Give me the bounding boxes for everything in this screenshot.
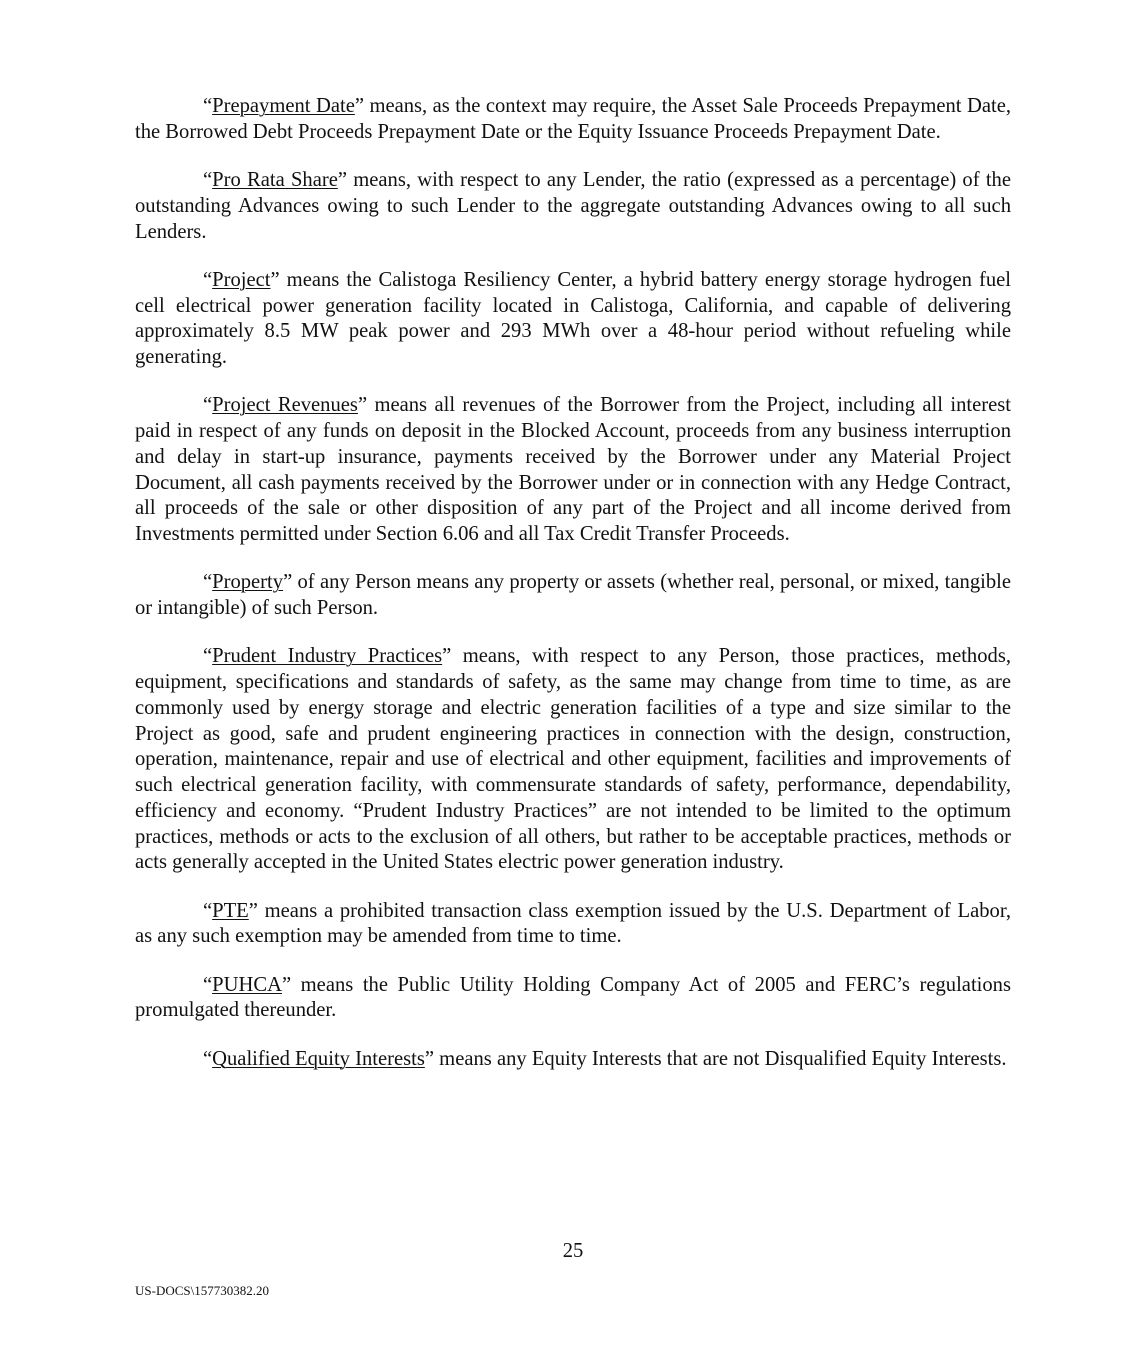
defined-term: PUHCA xyxy=(212,973,282,996)
definition-text: means any Equity Interests that are not Disqualified Equity Interests. xyxy=(434,1047,1007,1070)
definition-text: means, with respect to any Person, those practices, methods, equipment, specifications and standards of safety, as the same may change from time to time, as are commonly used by energy storage and electric generation facilities of a type and size similar to the Project as good, safe and prudent engineering practices in connection with the design, construction, operation, maintenance, repair and use of electrical and other equipment, facilities and improvements of such electrical generation facility, with commensurate standards of safety, performance, dependability, efficiency and economy. “Prudent Industry Practices” are not intended to be limited to the optimum practices, methods or acts to the exclusion of all others, but rather to be acceptable practices, methods or acts generally accepted in the United States electric power generation industry. xyxy=(135,645,1011,874)
definition-text: means, as the context may require, the Asset Sale Proceeds Prepayment Date, the Borrowed Debt Proceeds Prepayment Date or the Equity Issuance Proceeds Prepayment Date. xyxy=(135,95,1012,143)
definition-text: means a prohibited transaction class exemption issued by the U.S. Department of Labor, as any such exemption may be amended from time to time. xyxy=(135,899,1011,948)
definition-qualified-equity-interests: “Qualified Equity Interests” means any Equity Interests that are not Disqualified Equity Interests. xyxy=(203,1047,1007,1070)
definition-prepayment-date: “Prepayment Date” means, as the context may require, the Asset Sale Proceeds Prepayment Date, the Borrowed Debt Proceeds Prepayment Date or the Equity Issuance Proceeds Prepayment Date. xyxy=(135,95,1012,143)
definition-text: means the Public Utility Holding Company Act of 2005 and FERC’s regulations promulgated thereunder. xyxy=(135,973,1011,1022)
document-id: US-DOCS\157730382.20 xyxy=(135,1283,269,1298)
defined-term: Project Revenues xyxy=(212,394,358,417)
defined-term: PTE xyxy=(212,899,249,922)
definition-project-revenues: “Project Revenues” means all revenues of the Borrower from the Project, including all interest paid in respect of any funds on deposit in the Blocked Account, proceeds from any business interruption and delay in start-up insurance, payments received by the Borrower under any Material Project Document, all cash payments received by the Borrower under or in connection with any Hedge Contract, all proceeds of the sale or other disposition of any part of the Project and all income derived from Investments permitted under Section 6.06 and all Tax Credit Transfer Proceeds. xyxy=(135,394,1011,545)
definition-property: “Property” of any Person means any property or assets (whether real, personal, or mixed, tangible or intangible) of such Person. xyxy=(135,571,1011,619)
defined-term: Qualified Equity Interests xyxy=(212,1047,425,1070)
definition-text: means all revenues of the Borrower from the Project, including all interest paid in respect of any funds on deposit in the Blocked Account, proceeds from any business interruption and delay in start-up insurance, payments received by the Borrower under any Material Project Document, all cash payments received by the Borrower under or in connection with any Hedge Contract, all proceeds of the sale or other disposition of any part of the Project and all income derived from Investments permitted under Section 6.06 and all Tax Credit Transfer Proceeds. xyxy=(135,394,1011,545)
defined-term: Project xyxy=(212,268,271,291)
defined-term: Pro Rata Share xyxy=(212,169,338,191)
document-body xyxy=(135,94,1011,1095)
definition-pro-rata-share: “Pro Rata Share” means, with respect to any Lender, the ratio (expressed as a percentage) of the outstanding Advances owing to such Lender to the aggregate outstanding Advances owing to all such Lenders. xyxy=(135,169,1011,243)
definition-text: means, with respect to any Lender, the ratio (expressed as a percentage) of the outstanding Advances owing to such Lender to the aggregate outstanding Advances owing to all such Lenders. xyxy=(135,169,1011,243)
definition-prudent-industry-practices: “Prudent Industry Practices” means, with respect to any Person, those practices, methods, equipment, specifications and standards of safety, as the same may change from time to time, as are commonly used by energy storage and electric generation facilities of a type and size similar to the Project as good, safe and prudent engineering practices in connection with the design, construction, operation, maintenance, repair and use of electrical and other equipment, facilities and improvements of such electrical generation facility, with commensurate standards of safety, performance, dependability, efficiency and economy. “Prudent Industry Practices” are not intended to be limited to the optimum practices, methods or acts to the exclusion of all others, but rather to be acceptable practices, methods or acts generally accepted in the United States electric power generation industry. xyxy=(135,645,1011,874)
defined-term: Property xyxy=(212,571,284,594)
page-number: 25 xyxy=(562,1240,584,1262)
definition-text: of any Person means any property or assets (whether real, personal, or mixed, tangible or intangible) of such Person. xyxy=(135,571,1011,619)
definition-puhca: “PUHCA” means the Public Utility Holding Company Act of 2005 and FERC’s regulations promulgated thereunder. xyxy=(135,973,1011,1022)
definition-project: “Project” means the Calistoga Resiliency Center, a hybrid battery energy storage hydrogen fuel cell electrical power generation facility located in Calistoga, California, and capable of delivering approximately 8.5 MW peak power and 293 MWh over a 48-hour period without refueling while generating. xyxy=(135,268,1011,368)
defined-term: Prepayment Date xyxy=(212,95,355,117)
definition-text: means the Calistoga Resiliency Center, a hybrid battery energy storage hydrogen fuel cell electrical power generation facility located in Calistoga, California, and capable of delivering approximately 8.5 MW peak power and 293 MWh over a 48-hour period without refueling while generating. xyxy=(135,268,1011,368)
definition-pte: “PTE” means a prohibited transaction class exemption issued by the U.S. Department of Labor, as any such exemption may be amended from time to time. xyxy=(135,899,1011,948)
defined-term: Prudent Industry Practices xyxy=(212,645,443,668)
